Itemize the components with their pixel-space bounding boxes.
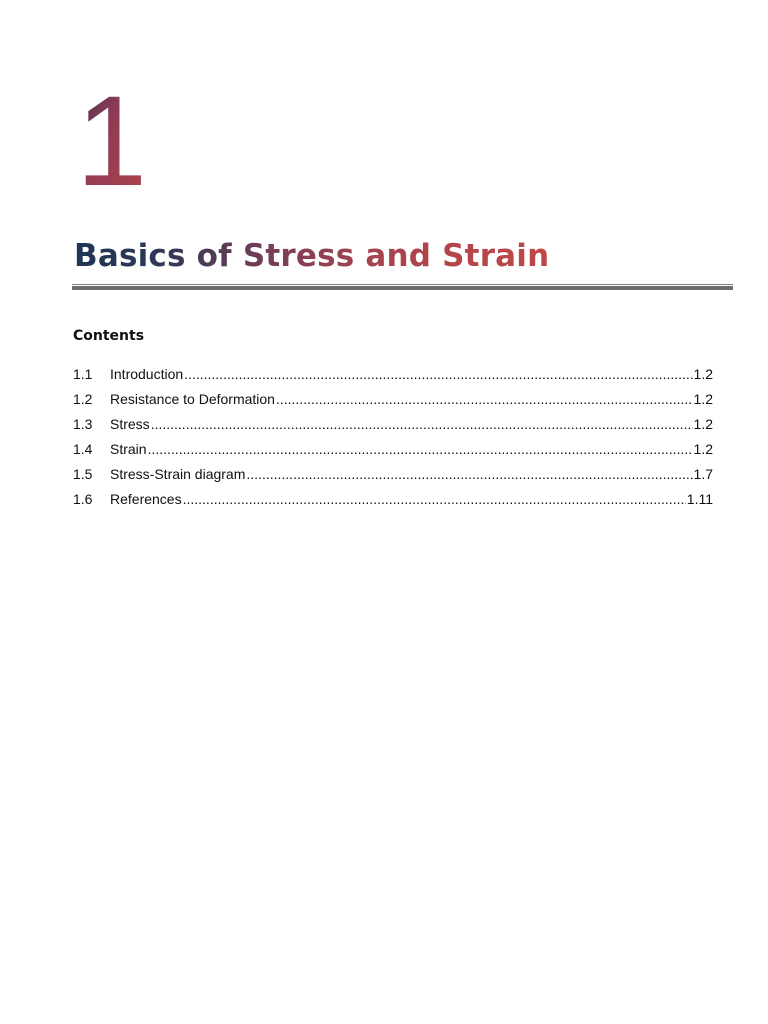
toc-entry-references[interactable] <box>73 491 713 516</box>
toc-entry-label[interactable]: Stress-Strain diagram <box>110 466 246 482</box>
toc-entry-number: 1.1 <box>73 366 93 382</box>
title-divider-thin-line <box>72 284 733 285</box>
toc-dot-leader <box>276 391 693 407</box>
toc-entry-number: 1.5 <box>73 466 93 482</box>
toc-entry-page[interactable]: 1.11 <box>686 491 713 507</box>
table-of-contents <box>73 366 713 516</box>
toc-entry-number: 1.6 <box>73 491 93 507</box>
toc-entry-stress-strain-diagram[interactable] <box>73 466 713 491</box>
contents-heading: Contents <box>73 328 145 344</box>
title-divider-thick-line <box>72 286 733 290</box>
toc-entry-label[interactable]: Strain <box>110 441 147 457</box>
toc-entry-page[interactable]: 1.2 <box>693 391 713 407</box>
toc-entry-number: 1.4 <box>73 441 93 457</box>
toc-entry-page[interactable]: 1.2 <box>693 416 713 432</box>
toc-entry-page[interactable]: 1.2 <box>693 366 713 382</box>
chapter-number: 1 <box>76 70 148 213</box>
toc-entry-number: 1.2 <box>73 391 93 407</box>
toc-entry-page[interactable]: 1.2 <box>693 441 713 457</box>
toc-dot-leader <box>246 466 692 482</box>
title-divider <box>72 284 733 290</box>
toc-entry-label[interactable]: Resistance to Deformation <box>110 391 275 407</box>
toc-entry-introduction[interactable] <box>73 366 713 391</box>
toc-dot-leader <box>151 416 693 432</box>
chapter-title: Basics of Stress and Strain <box>74 238 550 274</box>
toc-entry-stress[interactable] <box>73 416 713 441</box>
toc-entry-label[interactable]: Stress <box>110 416 150 432</box>
toc-entry-number: 1.3 <box>73 416 93 432</box>
toc-dot-leader <box>148 441 693 457</box>
toc-dot-leader <box>184 366 692 382</box>
toc-entry-strain[interactable] <box>73 441 713 466</box>
toc-entry-label[interactable]: References <box>110 491 182 507</box>
toc-entry-page[interactable]: 1.7 <box>693 466 713 482</box>
toc-entry-label[interactable]: Introduction <box>110 366 184 382</box>
toc-dot-leader <box>183 491 686 507</box>
toc-entry-resistance-to-deformation[interactable] <box>73 391 713 416</box>
